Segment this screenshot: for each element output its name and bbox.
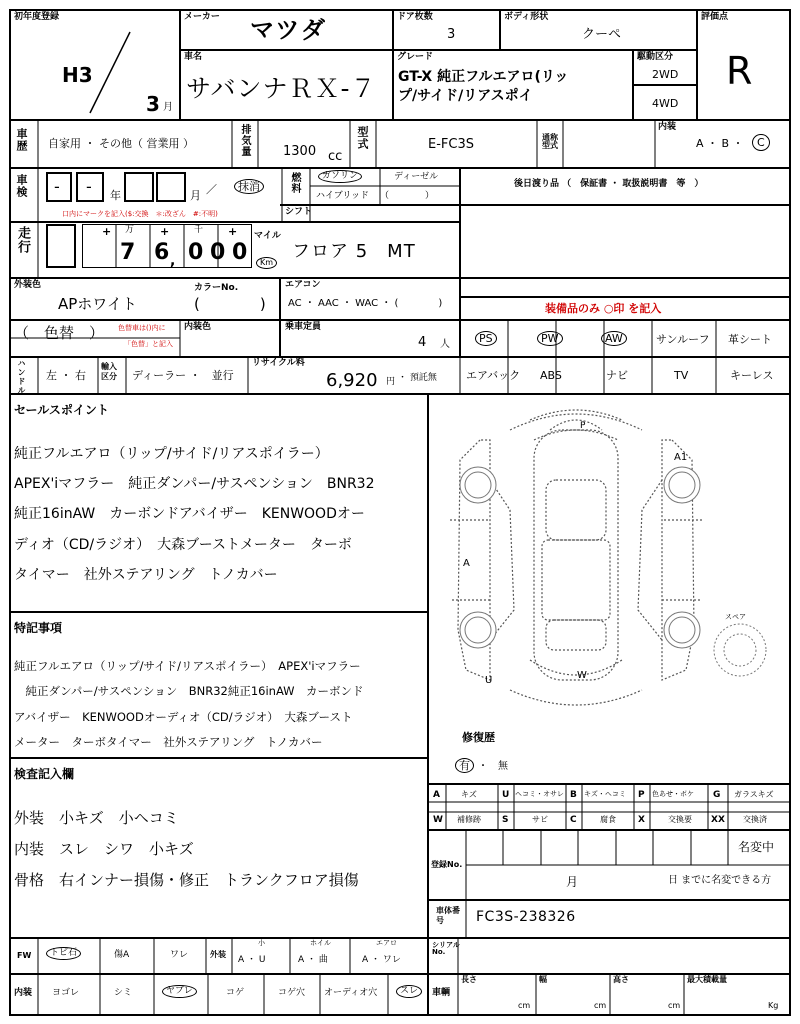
maker-value: マツダ [250, 16, 328, 44]
handle-options: 左 ・ 右 [46, 369, 86, 382]
mileage-mark-box[interactable] [46, 224, 76, 268]
legend-desc: ヘコミ・オサレ [515, 790, 564, 798]
drive-label: 駆動区分 [637, 52, 674, 62]
equipment-leather: 革シート [728, 333, 772, 346]
dims-weight-unit: Kg [768, 1001, 779, 1010]
exterior-small-label: 小 [258, 939, 265, 947]
grade-label: グレード [397, 52, 434, 62]
legend-desc: 交換要 [668, 815, 692, 824]
diagram-mark-w: W [577, 670, 587, 681]
car-name-value: サバンナＲＸ-７ [186, 74, 377, 103]
sales-points-label: セールスポイント [14, 403, 109, 417]
check-note-line: 骨格 右インナー損傷・修正 トランクフロア損傷 [14, 871, 359, 889]
grade-line2: プ/サイド/リアスポイ [398, 88, 533, 104]
interior-grades: A ・ B ・ [696, 137, 744, 150]
fw-scratch: 傷A [114, 950, 130, 960]
interior-wear: スレ [396, 985, 422, 998]
interior-burn: コゲ [226, 988, 245, 998]
fuel-diesel: ディーゼル [394, 172, 439, 182]
sales-point-line: APEX'iマフラー 純正ダンパー/サスペンション BNR32 [14, 476, 375, 492]
legend-desc: キズ [461, 790, 477, 799]
mileage-digit-4: 0 [210, 240, 226, 265]
fuel-gasoline: ガソリン [318, 170, 362, 183]
capacity-unit: 人 [440, 339, 450, 350]
mileage-unit-man: 万 [125, 225, 135, 235]
special-notes-label: 特記事項 [14, 621, 63, 635]
dims-height-label: 高さ [613, 975, 629, 984]
displacement-unit: cc [328, 149, 343, 164]
dims-width-unit: cm [594, 1001, 607, 1010]
body-value: クーペ [582, 27, 622, 42]
interior-label: 内装 [658, 122, 677, 132]
equipment-tv: TV [674, 369, 689, 382]
special-note-line: アバイザー KENWOODオーディオ（CD/ラジオ） 大森ブースト [14, 710, 353, 724]
dims-width-label: 幅 [539, 975, 547, 984]
equipment-pw: PW [537, 331, 563, 346]
inspection-month-unit: 月 [190, 189, 201, 202]
maker-label: メーカー [184, 12, 220, 22]
chassis-label: 車体番号 [436, 906, 460, 926]
equipment-keyless: キーレス [730, 369, 774, 382]
rating-label: 評価点 [701, 12, 729, 22]
fw-label: FW [17, 951, 32, 960]
inspection-dash-2: - [86, 177, 92, 196]
legend-desc: 色あせ・ボケ [652, 790, 694, 798]
color-repaint-note-2: 「色替」と記入 [124, 340, 173, 348]
inspection-dash-1: - [54, 177, 60, 196]
registration-label: 登録No. [431, 860, 463, 869]
import-options: ディーラー ・ 並行 [132, 369, 234, 382]
color-code-label: カラーNo. [194, 283, 239, 293]
mileage-digit-1: 7 [120, 240, 136, 265]
serial-label: シリアルNo. [432, 941, 460, 956]
drive-4wd: 4WD [652, 97, 679, 110]
inspection-label: 車検 [15, 174, 28, 198]
mileage-unit-sen: 千 [194, 225, 204, 235]
first-reg-month-unit: 月 [163, 102, 173, 113]
common-model-label: 通称型式 [542, 133, 558, 150]
dims-length-label: 長さ [461, 975, 477, 984]
fuel-label: 燃料 [289, 172, 300, 194]
displacement-label: 排気量 [239, 124, 250, 157]
handle-label: ハンドル [17, 359, 26, 395]
special-note-line: 純正フルエアロ（リップ/サイド/リアスポイラー） APEX'iマフラー [14, 659, 361, 673]
doors-value: 3 [447, 27, 456, 42]
equipment-ps: PS [475, 331, 497, 346]
check-notes-label: 検査記入欄 [14, 767, 75, 781]
recycle-value: 6,920 [326, 370, 378, 391]
legend-code: P [638, 790, 645, 800]
mileage-label: 走行 [15, 226, 30, 254]
color-repaint: （ 色替 ） [14, 324, 105, 342]
mileage-plus-2: + [160, 225, 170, 238]
legend-desc: 補修跡 [457, 815, 481, 824]
sales-point-line: ディオ（CD/ラジオ） 大森ブーストメーター ターボ [14, 537, 352, 553]
legend-desc: サビ [532, 815, 548, 824]
documents-label: 後日渡り品 （ 保証書 ・ 取扱説明書 等 ） [514, 179, 704, 189]
dims-height-unit: cm [668, 1001, 681, 1010]
legend-desc: キズ・ヘコミ [584, 790, 626, 798]
dims-weight-label: 最大積載量 [687, 975, 727, 984]
legend-code: U [502, 790, 510, 800]
equipment-header: 装備品のみ ○印 を記入 [545, 302, 662, 315]
color-label: 外装色 [14, 280, 42, 290]
mileage-note: 口内にマークを記入($:交換 ＊:改ざん #:不明) [62, 210, 218, 218]
legend-code: B [570, 790, 577, 800]
car-name-label: 車名 [184, 52, 203, 62]
interior-tear: ヤブレ [162, 985, 197, 998]
registration-day-note: 日 までに名変できる方 [668, 875, 772, 886]
interior-color-label: 内装色 [184, 322, 212, 332]
shift-value: フロア 5 MT [292, 241, 416, 262]
fw-chipped: トビ石 [46, 947, 81, 960]
dims-label: 車輌 [432, 988, 451, 998]
sales-point-line: タイマー 社外ステアリング トノカバー [14, 567, 278, 583]
sales-point-line: 純正フルエアロ（リップ/サイド/リアスポイラー） [14, 446, 329, 462]
interior-audio-hole: オーディオ穴 [324, 988, 378, 998]
displacement-value: 1300 [283, 144, 317, 159]
equipment-sunroof: サンルーフ [656, 333, 710, 346]
history-label: 車歴 [15, 128, 28, 152]
mileage-digit-5: 0 [232, 240, 248, 265]
first-reg-era: H3 [62, 63, 93, 87]
color-value: APホワイト [58, 295, 137, 313]
inspection-month-box-2[interactable] [156, 172, 186, 202]
color-code-value: ( ) [194, 295, 266, 313]
first-reg-label: 初年度登録 [14, 12, 60, 22]
registration-month: 月 [566, 875, 579, 889]
legend-code: G [713, 790, 721, 800]
model-label: 型式 [356, 126, 369, 150]
recycle-label: リサイクル料 [252, 358, 305, 368]
special-note-line: メーター ターボタイマー 社外ステアリング トノカバー [14, 735, 323, 749]
repair-no: ・ 無 [478, 761, 508, 772]
legend-desc: 交換済 [743, 815, 767, 824]
recycle-status: ・ 預託無 [398, 373, 437, 383]
exterior-wheel-value: A ・ 曲 [298, 955, 328, 965]
inspection-erased: 抹消 [234, 179, 264, 194]
exterior-wheel-label: ホイル [310, 939, 331, 947]
mileage-mile-label: マイル [254, 231, 281, 241]
import-label: 輸入区分 [101, 362, 117, 381]
legend-code: W [433, 815, 443, 825]
repair-label: 修復歴 [462, 731, 495, 744]
inspection-year-unit: 年 [110, 189, 121, 202]
capacity-value: 4 [418, 335, 427, 350]
diagram-mark-p: P [580, 421, 586, 431]
fuel-hybrid: ハイブリッド [316, 191, 370, 201]
registration-name-change: 名変中 [738, 840, 775, 854]
equipment-aw: AW [601, 331, 627, 346]
mileage-km-label: Km [256, 257, 277, 269]
legend-code: S [502, 815, 509, 825]
rating-value: R [726, 49, 753, 93]
mileage-digit-2: 6 [154, 240, 170, 265]
legend-code: C [570, 815, 577, 825]
check-note-line: 内装 スレ シワ 小キズ [14, 840, 194, 858]
fuel-other: （ ） [380, 191, 435, 201]
doors-label: ドア枚数 [397, 12, 433, 22]
recycle-unit: 円 [386, 377, 396, 387]
inspection-slash: ／ [206, 183, 217, 196]
first-reg-month: 3 [146, 92, 160, 116]
model-value: E-FC3S [428, 137, 474, 152]
special-note-line: 純正ダンパー/サスペンション BNR32純正16inAW カーボンド [14, 684, 364, 698]
interior-stain: シミ [114, 988, 133, 998]
mileage-digit-3: 0 [188, 240, 204, 265]
mileage-comma: , [170, 253, 176, 269]
grade-line1: GT-X 純正フルエアロ(リッ [398, 69, 569, 85]
drive-2wd: 2WD [652, 68, 679, 81]
exterior-aero-label: エアロ [376, 939, 397, 947]
legend-desc: 腐食 [600, 815, 616, 824]
color-repaint-note-1: 色替車は()内に [118, 324, 166, 332]
diagram-mark-u: U [485, 675, 493, 686]
equipment-navi: ナビ [606, 369, 628, 382]
repair-yes: 有 [455, 758, 474, 773]
legend-desc: ガラスキズ [734, 790, 774, 799]
chassis-value: FC3S-238326 [476, 909, 576, 925]
inspection-month-box-1[interactable] [124, 172, 154, 202]
equipment-abs: ABS [540, 369, 562, 382]
interior-dirt: ヨゴレ [52, 988, 80, 998]
legend-code: XX [711, 815, 725, 825]
fw-crack: ワレ [170, 950, 189, 960]
aircon-label: エアコン [285, 280, 321, 290]
legend-code: X [638, 815, 645, 825]
equipment-airbag: エアバック [466, 369, 521, 382]
dims-length-unit: cm [518, 1001, 531, 1010]
diagram-mark-a: A [463, 558, 470, 569]
exterior-small-value: A ・ U [238, 955, 266, 965]
mileage-plus-3: + [228, 225, 238, 238]
capacity-label: 乗車定員 [285, 322, 322, 332]
diagram-spare-label: スペア [725, 613, 746, 621]
car-damage-diagram [430, 400, 788, 740]
interior-row-label: 内装 [14, 988, 33, 998]
mileage-plus-1: + [102, 225, 112, 238]
interior-burn-hole: コゲ穴 [278, 988, 306, 998]
history-options: 自家用 ・ その他（ 営業用 ） [48, 137, 194, 150]
exterior-label: 外装 [210, 950, 226, 959]
body-label: ボディ形状 [504, 12, 549, 22]
sales-point-line: 純正16inAW カーボンドアバイザー KENWOODオー [14, 506, 365, 522]
exterior-aero-value: A ・ ワレ [362, 955, 401, 965]
diagram-mark-a1: A1 [674, 452, 688, 463]
interior-selected: C [752, 134, 770, 151]
aircon-options: AC ・ AAC ・ WAC ・ ( ) [288, 298, 443, 309]
shift-label: シフト [285, 207, 313, 217]
legend-code: A [433, 790, 440, 800]
check-note-line: 外装 小キズ 小ヘコミ [14, 809, 179, 827]
